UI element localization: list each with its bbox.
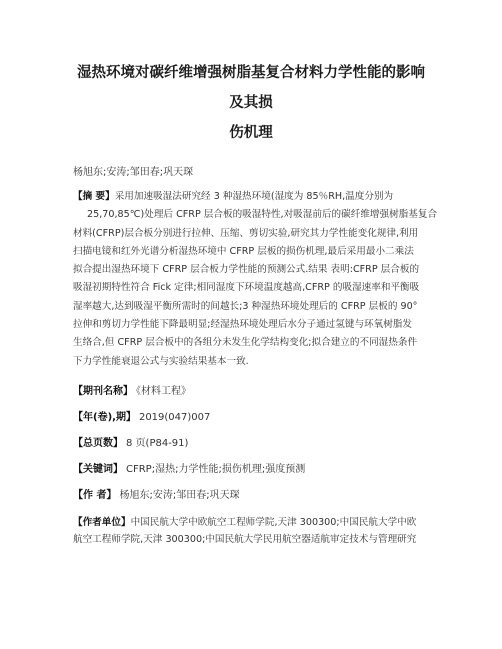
field-value: 2019(047)007	[138, 411, 211, 423]
abstract-line: 25,70,85℃)处理后 CFRP 层合板的吸湿特性,对吸湿前后的碳纤维增强树脂基复合	[87, 209, 438, 221]
field-label: 【年(卷),期】	[73, 411, 136, 423]
affiliation-line: 【作者单位】中国民航大学中欧航空工程师学院,天津 300300;中国民航大学中欧	[73, 516, 417, 528]
volume-issue-field	[73, 411, 429, 425]
field-value: CFRP;湿热;力学性能;损伤机理;强度预测	[126, 463, 306, 475]
keywords-field	[73, 463, 429, 477]
field-label: 【期刊名称】	[73, 385, 133, 397]
abstract-line: 生络合,但 CFRP 层合板中的各组分未发生化学结构变化;拟合建立的不同湿热条件	[73, 337, 418, 349]
field-value: 《材料工程》	[136, 385, 191, 397]
abstract-line: 下力学性能衰退公式与实验结果基本一致.	[73, 355, 249, 367]
author-field	[73, 489, 429, 503]
field-value: 杨旭东;安涛;邹田春;巩天琛	[119, 489, 240, 501]
field-value: 8 页(P84-91)	[126, 437, 189, 449]
abstract-line: 吸湿初期特性符合 Fick 定律;相同湿度下环境温度越高,CFRP 的吸湿速率和平衡吸	[73, 282, 420, 294]
abstract-line: 拉伸和剪切力学性能下降最明显;经湿热环境处理后水分子通过氢键与环氧树脂发	[73, 319, 413, 331]
field-label: 【总页数】	[73, 437, 123, 449]
abstract-line: 湿率越大,达到吸湿平衡所需时的间越长;3 种湿热环境处理后的 CFRP 层板的 90°	[73, 300, 418, 312]
abstract-line: 【摘 要】采用加速吸湿法研究经 3 种湿热环境(湿度为 85％RH,温度分别为	[73, 191, 394, 202]
author-list: 杨旭东;安涛;邹田春;巩天琛	[73, 167, 194, 178]
affiliation-line: 航空工程师学院,天津 300300;中国民航大学民用航空器适航审定技术与管理研究	[73, 533, 417, 545]
abstract-line: 扫描电镜和红外光谱分析湿热环境中 CFRP 层板的损伤机理,最后采用最小二乘法	[73, 245, 414, 257]
abstract-line: 材料(CFRP)层合板分别进行拉伸、压缩、剪切实验,研究其力学性能变化规律,利用	[73, 227, 419, 239]
abstract	[73, 188, 438, 371]
field-label: 【关键词】	[73, 463, 123, 475]
journal-name-field	[73, 385, 429, 399]
title-line-1: 湿热环境对碳纤维增强树脂基复合材料力学性能的影响及其损	[77, 65, 425, 111]
field-label: 【作 者】	[73, 489, 117, 501]
paper-title	[73, 0, 429, 148]
abstract-label: 【摘 要】	[73, 191, 115, 202]
page-count-field	[73, 437, 429, 451]
affiliation-label: 【作者单位】	[73, 516, 131, 528]
abstract-line: 拟合提出湿热环境下 CFRP 层合板力学性能的预测公式.结果 表明:CFRP 层合板的	[73, 264, 420, 276]
title-line-2: 伤机理	[229, 125, 273, 141]
affiliation-field	[73, 514, 429, 548]
